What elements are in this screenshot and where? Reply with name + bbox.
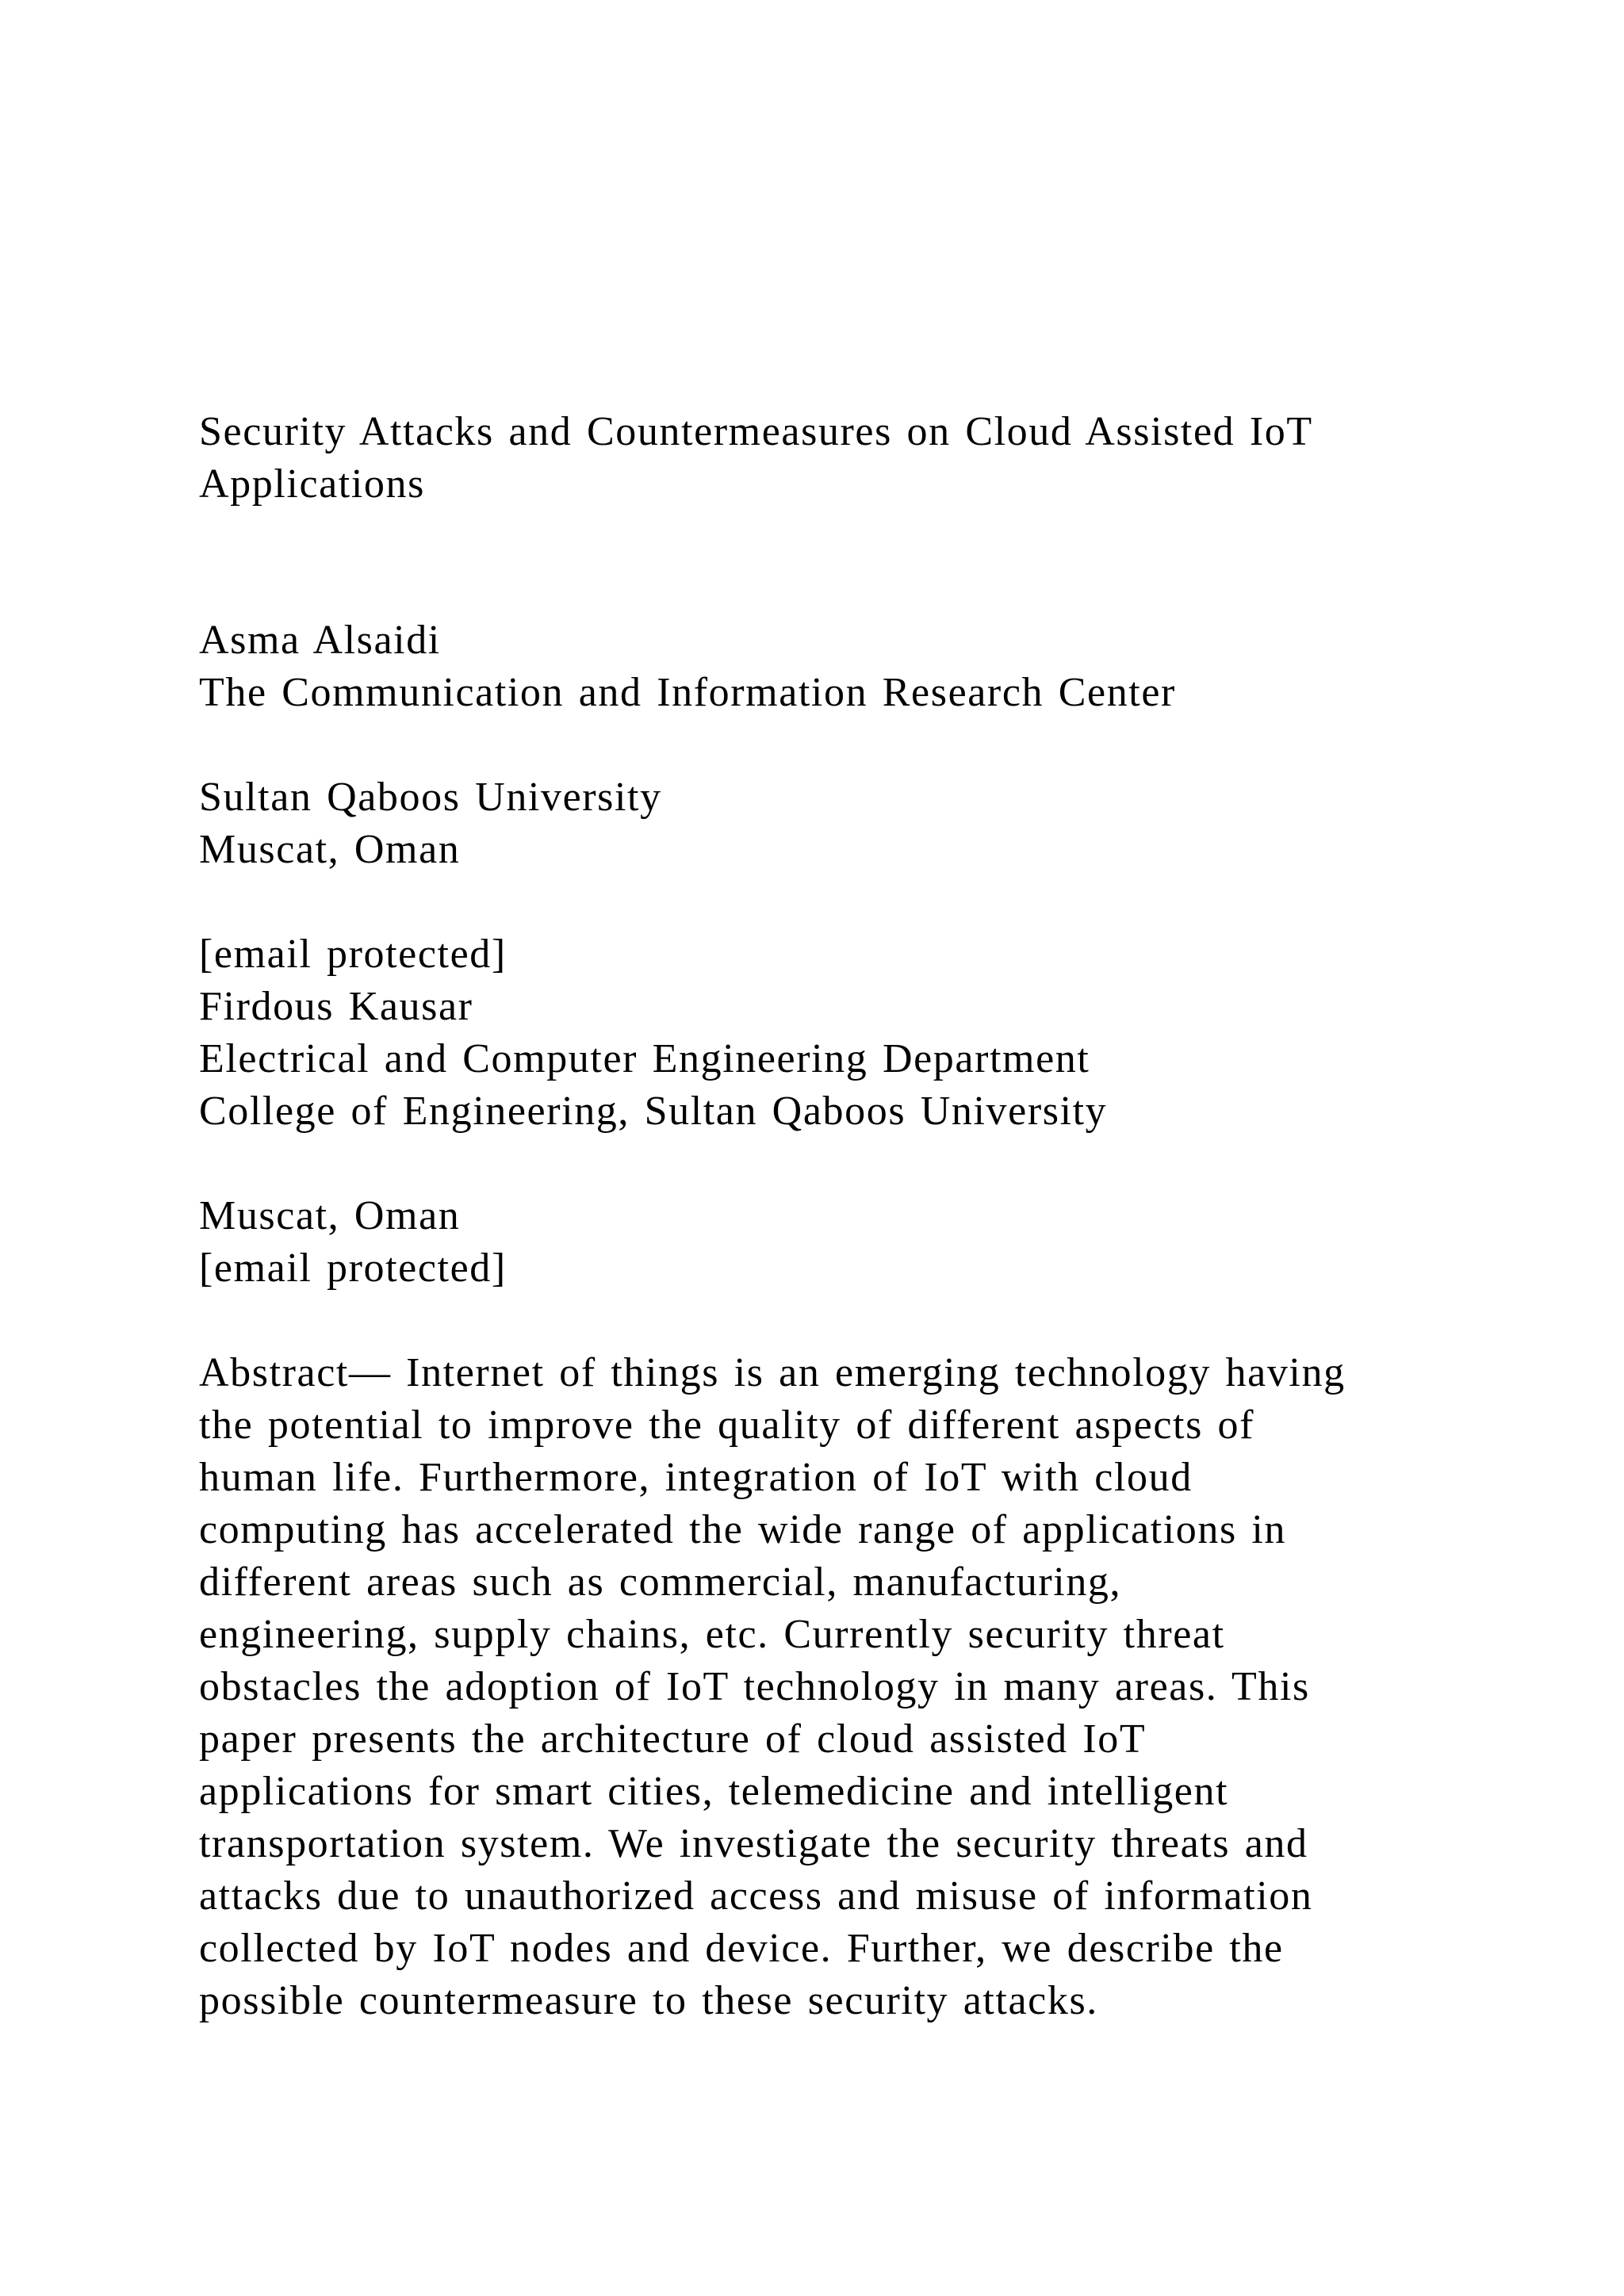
author-2-university: College of Engineering, Sultan Qaboos University [199,1089,1108,1134]
author-1-name: Asma Alsaidi [199,618,441,663]
abstract-line: the potential to improve the quality of different aspects of [199,1402,1255,1448]
author-2-name: Firdous Kausar [199,984,473,1029]
abstract-line: engineering, supply chains, etc. Currently security threat [199,1612,1225,1657]
paper-title-line-2: Applications [199,461,425,507]
author-1-email: [email protected] [199,932,507,977]
abstract-line: obstacles the adoption of IoT technology in many areas. This [199,1664,1310,1709]
abstract-line: attacks due to unauthorized access and misuse of information [199,1873,1313,1919]
author-2-location: Muscat, Oman [199,1193,461,1238]
abstract-line: transportation system. We investigate the security threats and [199,1821,1308,1866]
author-2-department: Electrical and Computer Engineering Department [199,1036,1090,1081]
author-2-email: [email protected] [199,1246,507,1291]
abstract-line: different areas such as commercial, manufacturing, [199,1559,1122,1605]
abstract-line: human life. Furthermore, integration of IoT with cloud [199,1455,1193,1500]
author-1-university: Sultan Qaboos University [199,775,662,820]
abstract-line: applications for smart cities, telemedicine and intelligent [199,1769,1229,1814]
paper-title-line-1: Security Attacks and Countermeasures on Cloud Assisted IoT [199,409,1313,454]
abstract-line: possible countermeasure to these security attacks. [199,1978,1098,2023]
abstract-line: paper presents the architecture of cloud assisted IoT [199,1716,1147,1762]
author-1-location: Muscat, Oman [199,827,461,872]
author-1-department: The Communication and Information Research Center [199,670,1176,715]
abstract-line: collected by IoT nodes and device. Further, we describe the [199,1926,1284,1971]
abstract-line: Abstract— Internet of things is an emerging technology having [199,1350,1346,1395]
abstract-line: computing has accelerated the wide range of applications in [199,1507,1287,1552]
